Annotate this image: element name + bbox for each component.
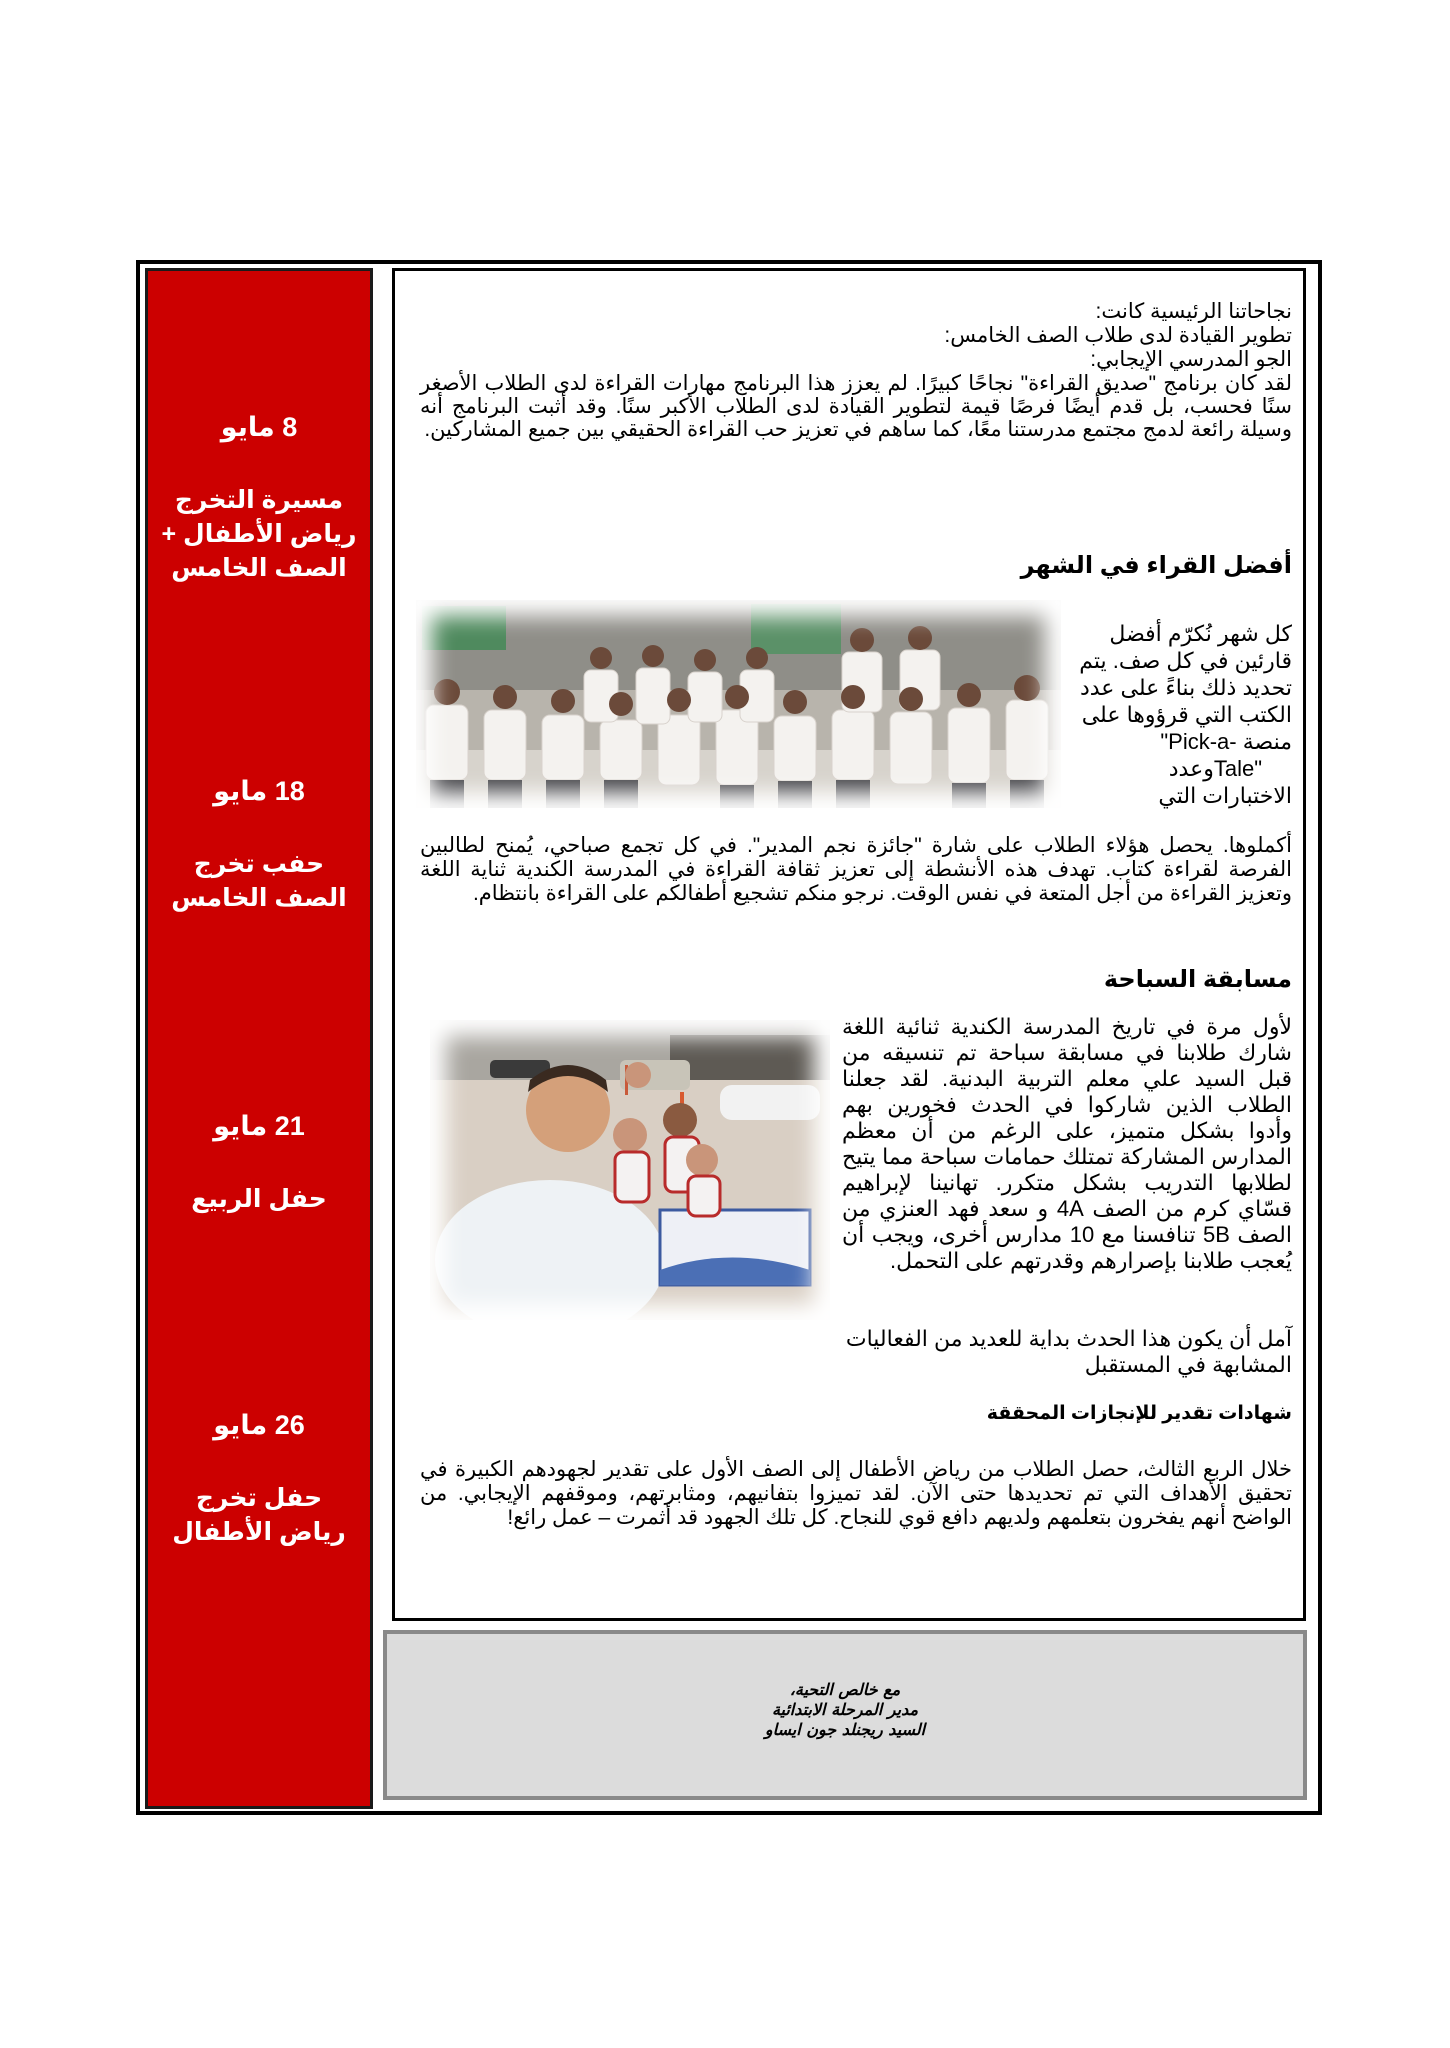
event-item	[148, 411, 370, 585]
intro-line: الجو المدرسي الإيجابي:	[1090, 348, 1292, 371]
best-readers-paragraph: أكملوها. يحصل هؤلاء الطلاب على شارة "جائزة نجم المدير". في كل تجمع صباحي، يُمنح لطالبين الفرصة لقراءة كتاب. تهدف هذه الأنشطة إلى تعزيز ثقافة القراءة في المدرسة الكندية ثناية اللغة وتعزيز القراءة من أجل المتعة في نفس الوقت. نرجو منكم تشجيع أطفالكم على القراءة بانتظام.	[420, 834, 1292, 905]
event-title-line: رياض الأطفال +	[161, 520, 357, 548]
certificates-paragraph: خلال الربع الثالث، حصل الطلاب من رياض الأطفال إلى الصف الأول على تقدير لجهودهم الكبيرة في تحقيق الأهداف التي تم تحديدها حتى الآن. لقد تميزوا بتفانيهم، ومثابرتهم، وموقفهم الإيجابي. من الواضح أنهم يفخرون بتعلمهم ولديهم دافع قوي للنجاح. كل تلك الجهود قد أثمرت – عمل رائع!	[420, 1458, 1292, 1529]
side-text-line: منصة -Pick-a"	[1160, 729, 1292, 754]
event-date: 26 مايو	[213, 1410, 305, 1440]
event-title-line: مسيرة التخرج	[174, 486, 344, 514]
side-text-line: قارئين في كل صف. يتم	[1079, 648, 1292, 673]
group-photo-students	[416, 600, 1061, 808]
signature-role: مدير المرحلة الابتدائية	[771, 1700, 919, 1719]
event-title	[148, 483, 370, 585]
events-sidebar	[145, 268, 373, 1809]
signature-name: السيد ريجنلد جون ايساو	[764, 1720, 926, 1739]
signature-closing: مع خالص التحية،	[789, 1680, 901, 1699]
event-title-line: حفل تخرج	[195, 1484, 323, 1512]
side-text-line: الكتب التي قرؤوها على	[1081, 702, 1292, 727]
side-text-line: الاختبارات التي	[1158, 783, 1292, 808]
event-title-line: الصف الخامس	[171, 884, 347, 912]
event-date: 21 مايو	[213, 1111, 305, 1141]
event-title-line: الصف الخامس	[171, 554, 347, 582]
intro-line: نجاحاتنا الرئيسية كانت:	[1095, 300, 1292, 323]
side-text-line: "Taleوعدد	[1168, 756, 1262, 781]
best-readers-side-text	[1070, 620, 1292, 809]
event-title	[148, 1182, 370, 1216]
swimming-paragraph-end: آمل أن يكون هذا الحدث بداية للعديد من الفعاليات المشابهة في المستقبل	[845, 1326, 1292, 1377]
intro-paragraph: لقد كان برنامج "صديق القراءة" نجاحًا كبيرًا. لم يعزز هذا البرنامج مهارات القراءة لدى الطلاب الأصغر سنًا فحسب، بل قدم أيضًا فرصًا قيمة لتطوير القيادة لدى الطلاب الأكبر سنًا. وقد أثبت البرنامج أنه وسيلة رائعة لدمج مجتمع مدرستنا معًا، كما ساهم في تعزيز حب القراءة الحقيقي بين جميع المشاركين.	[420, 372, 1292, 441]
event-title	[148, 1481, 370, 1549]
swimming-paragraph: لأول مرة في تاريخ المدرسة الكندية ثنائية اللغة شارك طلابنا في مسابقة سباحة تم تنسيقه من قبل السيد علي معلم التربية البدنية. لقد جعلنا الطلاب الذين شاركوا في الحدث فخورين بهم وأدوا بشكل متميز، على الرغم من أن معظم المدارس المشاركة تمتلك حمامات سباحة مما يتيح لطلابها التدريب بشكل متكرر. تهانينا لإبراهيم قسّاي كرم من الصف 4A و سعد فهد العنزي من الصف 5B تنافسنا مع 10 مدارس أخرى، ويجب أن يُعجب طلابنا بإصرارهم وقدرتهم على التحمل.	[842, 1014, 1293, 1273]
intro-line: تطوير القيادة لدى طلاب الصف الخامس:	[944, 324, 1292, 347]
signature-box	[383, 1630, 1307, 1800]
side-text-line: تحديد ذلك بناءً على عدد	[1079, 675, 1292, 700]
event-title-line: حفب تخرج	[193, 850, 325, 878]
intro-section	[420, 300, 1292, 441]
event-title-line: رياض الأطفال	[172, 1518, 346, 1546]
event-date: 18 مايو	[213, 776, 305, 806]
event-date: 8 مايو	[220, 412, 298, 442]
event-title	[148, 847, 370, 915]
swimming-photo-image	[430, 1020, 830, 1320]
side-text-line: كل شهر نُكرّم أفضل	[1109, 621, 1292, 646]
group-photo-image	[416, 600, 1061, 808]
event-item	[148, 1409, 370, 1549]
certificates-heading: شهادات تقدير للإنجازات المحققة	[986, 1403, 1292, 1424]
event-item	[148, 775, 370, 915]
signature-text	[387, 1680, 1303, 1740]
event-title-line: حفل الربيع	[191, 1185, 327, 1213]
event-item	[148, 1110, 370, 1216]
swimming-team-photo	[430, 1020, 830, 1320]
best-readers-heading: أفضل القراء في الشهر	[1020, 552, 1292, 579]
swimming-heading: مسابقة السباحة	[1103, 966, 1292, 993]
